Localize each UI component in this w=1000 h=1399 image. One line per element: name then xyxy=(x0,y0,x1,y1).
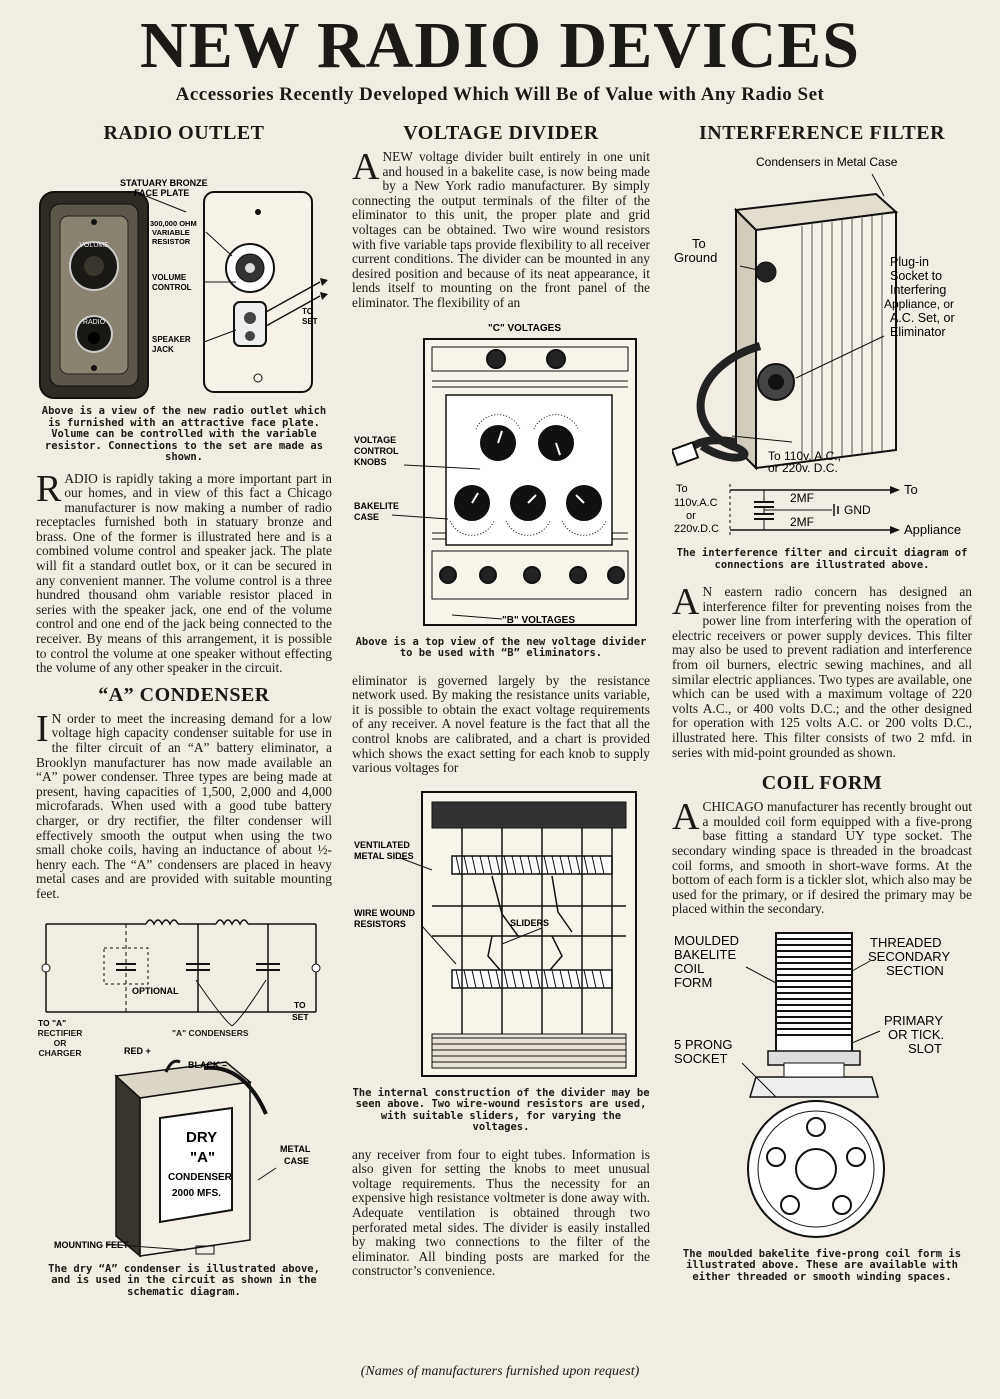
label-moulded-3: COIL xyxy=(674,960,705,976)
label-resistor-3: RESISTOR xyxy=(152,237,191,246)
coil-form-article xyxy=(672,796,972,917)
label-threaded-2: SECONDARY xyxy=(868,948,951,964)
column-left xyxy=(36,120,332,1298)
label-threaded-3: SECTION xyxy=(886,962,944,978)
back-plate xyxy=(204,192,312,392)
label-plugin-2: Socket to xyxy=(890,269,943,283)
label-primary-3: SLOT xyxy=(908,1040,942,1056)
label-wire-2: RESISTORS xyxy=(354,918,406,929)
label-bakelite-2: CASE xyxy=(354,511,380,522)
schematic-rectifier-3: OR xyxy=(53,1037,67,1048)
circuit-in-3: or xyxy=(686,510,696,522)
label-primary-2: OR TICK. xyxy=(888,1026,945,1042)
label-mounting: MOUNTING FEET xyxy=(54,1239,129,1250)
label-socket-1: 5 PRONG xyxy=(674,1036,733,1052)
label-power-1: To 110v. A.C., xyxy=(768,449,841,463)
label-resistor-2: VARIABLE xyxy=(152,228,190,237)
resistor-upper xyxy=(452,856,612,874)
radio-outlet-text: ADIO is rapidly taking a more important part in our homes, and in view of this fact a Chicago manufacturer is now making a number of radio receptacles furnished both in statuary bronze and brass. One of the former is illustrated here and is a combined volume control and speaker jack. The plate will fit a standard outlet box, or it can be secured in any convenient manner. The volume control is a three hundred thousand ohm variable resistor placed in series with the speaker jack, one end of the volume control and one end of the jack being connected to the receiver. By means of this arrangement, it is possible to control the volume at one speaker without effecting the volume of any other speaker in the circuit. xyxy=(36,470,332,676)
label-ventilated-2: METAL SIDES xyxy=(354,850,414,861)
label-moulded-4: FORM xyxy=(674,974,713,990)
interference-filter-text: N eastern radio concern has designed an interference filter for preventing noises from the power line from interfering with the operation of electric receivers or power supply devices. This filter may also be used to prevent radiation and interference from oil burners, electric sewing machines, and all similar electric appliances. Two types are available, one which can be used with a maximum voltage of 220 volts A.C., or 400 volts D.C.; and the other designed for operation with 125 volts A.C. or 200 volts D.C., illustrated here. This filter consists of two 2 mfd. in series with mid-point grounded as shown. xyxy=(672,584,972,760)
circuit-cap-1: 2MF xyxy=(790,491,814,505)
label-c-voltages: "C" VOLTAGES xyxy=(488,322,562,334)
a-condenser-article xyxy=(36,707,332,902)
voltage-divider-top-view xyxy=(352,319,650,635)
label-plugin-3: Interfering xyxy=(890,283,947,297)
coil-form-heading: COIL FORM xyxy=(761,772,883,795)
ground-terminal xyxy=(756,262,776,282)
box-label-mfs: 2000 MFS. xyxy=(172,1187,221,1199)
label-red: RED + xyxy=(124,1045,151,1056)
schematic-to-set-2: SET xyxy=(292,1011,309,1022)
label-power-2: or 220v. D.C. xyxy=(768,461,838,474)
radio-outlet-caption: Above is a view of the new radio outlet which is furnished with an attractive face plate. Volume can be controlled with the variable resistor. Connections to the set are made as shown. xyxy=(41,405,327,463)
resistor-lower xyxy=(452,970,612,988)
radio-outlet-illustration xyxy=(36,146,332,404)
box-label-dry: DRY xyxy=(186,1128,218,1146)
label-control-3: KNOBS xyxy=(354,456,387,467)
voltage-divider-article-1 xyxy=(352,146,650,311)
footnote: (Names of manufacturers furnished upon request) xyxy=(360,1364,640,1379)
label-face-plate-1: STATUARY BRONZE xyxy=(120,178,208,188)
label-wire-1: WIRE WOUND xyxy=(354,907,415,918)
voltage-divider-text-3: any receiver from four to eight tubes. Information is also given for setting the knobs to meet unusual voltage requirements. Thus the necessity for an expensive high resistance voltmeter is done away with. Adequate ventilation is obtained through two perforated metal sides. The divider is easily installed by making two connections to the filter of the eliminator. All binding posts are marked for the constructor’s convenience. xyxy=(352,1146,650,1279)
label-plugin-5: A.C. Set, or xyxy=(890,311,955,325)
label-primary-1: PRIMARY xyxy=(884,1012,943,1028)
circuit-out-1: To xyxy=(904,482,918,497)
interference-filter-article xyxy=(672,581,972,760)
label-plugin-1: Plug-in xyxy=(890,255,929,269)
interference-filter-illustration xyxy=(672,146,972,474)
label-moulded-2: BAKELITE xyxy=(674,946,737,962)
label-face-plate-2: FACE PLATE xyxy=(134,188,190,198)
radio-outlet-heading: RADIO OUTLET xyxy=(103,122,265,144)
dry-condenser-box xyxy=(36,1037,332,1264)
schematic-optional: OPTIONAL xyxy=(132,985,179,996)
label-metal-case: Condensers in Metal Case xyxy=(756,155,898,169)
schematic-to-set-1: TO xyxy=(294,999,306,1010)
label-control-2: CONTROL xyxy=(354,445,399,456)
column-right xyxy=(672,120,972,1283)
label-jack-1: SPEAKER xyxy=(152,335,191,344)
coil-form-caption: The moulded bakelite five-prong coil form is illustrated above. These are available with either threaded or smooth winding spaces. xyxy=(682,1247,962,1283)
voltage-divider-text-2: eliminator is governed largely by the resistance network used. By making the resistance units variable, it is possible to obtain the exact voltage requirements of any receiver. A novel feature is the fact that all the control knobs are calibrated, and a chart is provided which shows the exact setting for each knob to supply various voltages for xyxy=(352,672,650,776)
a-condenser-caption: The dry “A” condenser is illustrated above, and is used in the circuit as shown in the schematic diagram. xyxy=(48,1262,320,1298)
label-threaded-1: THREADED xyxy=(870,934,942,950)
voltage-divider-heading: VOLTAGE DIVIDER xyxy=(403,122,599,144)
label-sliders: SLIDERS xyxy=(510,917,550,928)
interference-filter-heading: INTERFERENCE FILTER xyxy=(698,122,946,144)
label-plugin-4: Appliance, or xyxy=(884,297,955,311)
label-moulded-1: MOULDED xyxy=(674,932,740,948)
box-label-condenser: CONDENSER xyxy=(168,1171,232,1183)
label-ventilated-1: VENTILATED xyxy=(354,839,410,850)
a-condenser-schematic xyxy=(36,908,332,1040)
a-condenser-heading: “A” CONDENSER xyxy=(98,683,270,706)
a-condenser-box-figure xyxy=(36,1027,332,1264)
label-black: BLACK – xyxy=(188,1059,228,1070)
label-bakelite-1: BAKELITE xyxy=(354,500,399,511)
interference-filter-dropcap: A xyxy=(672,581,700,623)
label-ground-1: To xyxy=(692,236,706,251)
label-control-1: VOLTAGE xyxy=(354,434,397,445)
circuit-in-1: To xyxy=(676,483,688,495)
schematic-condensers: "A" CONDENSERS xyxy=(172,1027,249,1038)
circuit-out-2: Appliance xyxy=(904,522,962,537)
schematic-rectifier-2: RECTIFIER xyxy=(37,1027,83,1038)
label-plugin-6: Eliminator xyxy=(890,325,946,339)
circuit-in-2: 110v.A.C xyxy=(674,497,718,509)
voltage-divider-caption-1: Above is a top view of the new voltage divider to be used with “B” eliminators. xyxy=(355,635,647,660)
page-title: NEW RADIO DEVICES xyxy=(140,9,860,82)
interference-filter-caption: The interference filter and circuit diagram of connections are illustrated above. xyxy=(676,547,968,571)
interference-circuit-diagram xyxy=(672,478,972,546)
schematic-rectifier-1: TO "A" xyxy=(38,1017,67,1028)
voltage-divider-dropcap: A xyxy=(352,146,380,188)
internal-case xyxy=(422,792,636,1076)
box-label-a: "A" xyxy=(190,1148,216,1166)
radio-outlet-article xyxy=(36,467,332,676)
circuit-cap-2: 2MF xyxy=(790,515,814,529)
page-subtitle: Accessories Recently Developed Which Will Be of Value with Any Radio Set xyxy=(175,84,825,105)
label-metal-1: METAL xyxy=(280,1143,311,1154)
voltage-divider-internal xyxy=(352,786,650,1086)
coil-form-text: CHICAGO manufacturer has recently brought out a moulded coil form equipped with a five-prong base fitting a standard UY type socket. The secondary winding space is threaded in the broadcast coil forms, and smooth in short-wave forms. At the bottom of each form is a tickler slot, which also may be used for the primary, or if desired the primary may be placed within the secondary. xyxy=(672,799,972,917)
label-volume-1: VOLUME xyxy=(152,273,187,282)
voltage-divider-caption-2: The internal construction of the divider may be seen above. Two wire-wound resistors are used, with suitable sliders, for varying the voltages. xyxy=(352,1086,650,1134)
coil-socket-base xyxy=(750,1077,878,1097)
a-condenser-text: N order to meet the increasing demand for a low voltage high capacity condenser suitable for use in the filter circuit of an “A” battery eliminator, a Brooklyn manufacturer has now made available an “A” power condenser. Three types are being made at present, having capacities of 1,500, 2,000 and 4,000 microfarads. When used with a good tube battery charger, or dry rectifier, the filter condenser will effectively smooth the output when using the two small choke coils, having an inductance of about ½-henry each. The “A” condensers are placed in heavy metal cases and are provided with suitable mounting feet. xyxy=(36,710,332,901)
label-to-set-2: SET xyxy=(302,317,318,326)
label-socket-2: SOCKET xyxy=(674,1050,728,1066)
coil-form-illustration xyxy=(672,931,972,1247)
column-middle xyxy=(352,120,650,1279)
label-b-voltages: "B" VOLTAGES xyxy=(502,614,576,626)
power-plug xyxy=(672,442,698,465)
label-metal-2: CASE xyxy=(284,1155,310,1166)
label-resistor-1: 300,000 OHM xyxy=(150,219,197,228)
knob-volume-label: VOLUME xyxy=(79,242,109,249)
knob-radio-label: RADIO xyxy=(82,319,106,326)
circuit-in-4: 220v.D.C xyxy=(674,523,720,535)
circuit-gnd: GND xyxy=(844,503,871,517)
a-condenser-dropcap: I xyxy=(36,707,49,750)
voltage-divider-text-1: NEW voltage divider built entirely in one unit and housed in a bakelite case, is now being made by a New York radio manufacturer. By simply connecting the output terminals of the filter of the eliminator to this unit, the proper plate and grid voltages can be obtained. Two wire wound resistors with five variable taps provide flexibility to all receiver current conditions. The divider can be mounted in any desired position and because of its neat appearance, it lends itself to mounting on the front panel of the eliminator. The flexibility of an xyxy=(352,149,650,310)
radio-outlet-dropcap: R xyxy=(36,467,62,510)
coil-form-dropcap: A xyxy=(672,796,700,839)
schematic-rectifier-4: CHARGER xyxy=(38,1047,82,1058)
label-jack-2: JACK xyxy=(152,345,174,354)
label-to-set-1: TO xyxy=(302,307,313,316)
label-volume-2: CONTROL xyxy=(152,283,192,292)
label-ground-2: Ground xyxy=(674,250,718,265)
